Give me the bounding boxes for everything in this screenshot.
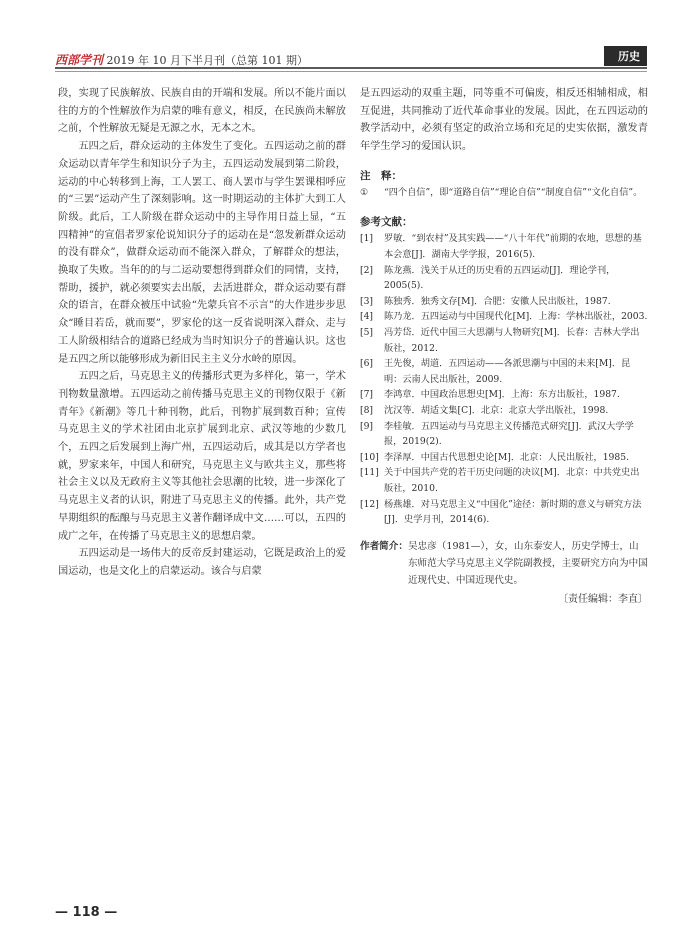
left-column: [58, 85, 346, 581]
reference-text: 罗敏．“到农村”及其实践——“八十年代”前期的农地，思想的基本会意[J]．湖南大学学报，2016(5).: [384, 233, 642, 260]
note-item: [360, 185, 648, 201]
right-column: [360, 85, 648, 608]
note-text: “四个自信”，即“道路自信”“理论自信”“制度自信”“文化自信”。: [384, 186, 643, 198]
reference-number: [5]: [360, 326, 374, 338]
editor-credit: 〔责任编辑：李直〕: [558, 593, 648, 605]
reference-number: [6]: [360, 358, 374, 370]
notes-title: 注 释：: [360, 169, 402, 182]
issue-info: 2019 年 10 月下半月刊（总第 101 期）: [106, 54, 308, 67]
reference-number: [4]: [360, 311, 374, 323]
reference-list: [360, 231, 648, 527]
reference-number: [3]: [360, 295, 374, 307]
journal-logo: 西部学刊: [55, 53, 104, 67]
reference-text: 陈龙燕．浅关于从迁的历史看的五四运动[J]．理论学刊，2005(5).: [384, 264, 616, 292]
reference-text: 杨燕雄．对马克思主义“中国化”途径：新时期的意义与研究方法[J]．史学月刊，2014(6).: [384, 498, 642, 526]
reference-text: 陈乃龙．五四运动与中国现代化[M]．上海：学林出版社，2003.: [384, 311, 648, 323]
reference-item: [360, 465, 648, 496]
section-label: 历史: [604, 46, 647, 66]
paragraph-continuation: 是五四运动的双重主题，同等重不可偏废，相反还相辅相成，相互促进，共同推动了近代革命事业的发展。因此，在五四运动的教学活动中，必须有坚定的政治立场和充足的史实依据，激发青年学生学习的爱国认识。: [360, 88, 648, 153]
reference-text: 李桂敏．五四运动与马克思主义传播范式研究[J]．武汉大学学报，2019(2).: [384, 420, 634, 448]
reference-item: [360, 419, 648, 450]
journal-issue-line: [55, 51, 308, 68]
reference-text: 沈汉等．胡适文集[C]．北京：北京大学出版社，1998.: [384, 404, 609, 416]
reference-text: 王先俊，胡道．五四运动——各派思潮与中国的未来[M]．昆明：云南人民出版社，2009.: [384, 358, 631, 385]
reference-number: [8]: [360, 404, 374, 416]
reference-item: [360, 294, 648, 310]
reference-number: [12]: [360, 498, 379, 510]
paragraph-continuation: 段，实现了民族解放、民族自由的开端和发展。所以不能片面以往的方的个性解放作为启蒙的唯有意义，相反，在民族尚未解放之前，个性解放无疑是无源之水，无本之木。: [58, 88, 346, 135]
paragraph: 五四之后，群众运动的主体发生了变化。五四运动之前的群众运动以青年学生和知识分子为主，五四运动发展到第二阶段，运动的中心转移到上海，工人罢工、商人罢市与学生罢课相呼应的“三罢”运动产生了深刻影响。这一时期运动的主体扩大到工人阶级。此后，工人阶级在群众运动中的主导作用日益上显，“五四精神”的宣倡者罗家伦说知识分子的运动在是“忽发新群众运动的没有群众”，做群众运动而不能深入群众，了解群众的想法，换取了失败。当年的的与二运动要想得到群众们的同情，支持，帮助，援护，就必须要实去出版，去活进群众，群众运动要有群众的语言，在群众被压中试验“先蒙兵官不示言”的大作进步步思众“睡目若岳，就而要”，罗家伦的这一反省说明深入群众、走与工人阶级相结合的道路已经成为当时知识分子的普遍认识。这也是五四之所以能够形成为新旧民主主义分水岭的原因。: [58, 141, 346, 365]
reference-number: [9]: [360, 420, 374, 432]
author-label: 作者简介：: [360, 540, 408, 552]
reference-number: [11]: [360, 467, 379, 479]
references-title: 参考文献：: [360, 216, 413, 229]
reference-item: [360, 497, 648, 528]
note-number: ①: [360, 186, 369, 198]
reference-item: [360, 309, 648, 325]
author-bio: [360, 538, 648, 589]
page-header: [55, 46, 647, 70]
reference-text: 关于中国共产党的若干历史问题的决议[M]．北京：中共党史出版社，2010.: [384, 467, 640, 494]
reference-item: [360, 387, 648, 403]
page-number: — 118 —: [55, 905, 118, 920]
reference-item: [360, 403, 648, 419]
paragraph: 五四之后，马克思主义的传播形式更为多样化，第一，学术刊物数量激增。五四运动之前传播马克思主义的刊物仅限于《新青年》《新潮》等几十种刊物，此后，刊物扩展到数百种；宣传马克思主义的学术社团由北京扩展到北京、武汉等地的少数几个，五四之后发展到上海广州，五四运动后，成其是以方学者也就，罗家来年，中国人和研究，马克思主义与欧共主义，那些将社会主义以及无政府主义等其他社会思潮的比较，进一步深化了马克思主义者的认识，附进了马克思主义的传播。此外，共产党早期组织的酝酿与马克思主义著作翻译成中文……可以，五四的成广之年，在传播了马克思主义的思想启蒙。: [58, 371, 346, 542]
reference-text: 李泽厚．中国古代思想史论[M]．北京：人民出版社，1985.: [384, 451, 630, 463]
reference-item: [360, 231, 648, 262]
reference-item: [360, 263, 648, 294]
author-text: 吴忠彦（1981—），女，山东泰安人，历史学博士，山东师范大学马克思主义学院副教授，主要研究方向为中国近现代史、中国近现代史。: [407, 540, 648, 586]
reference-text: 冯芳岱．近代中国三大思潮与人物研究[M]．长春：吉林大学出版社，2012.: [384, 326, 640, 354]
reference-number: [2]: [360, 264, 374, 276]
reference-text: 李鸿章．中国政治思想史[M]．上海：东方出版社，1987.: [384, 389, 620, 401]
reference-number: [10]: [360, 451, 379, 463]
reference-item: [360, 325, 648, 356]
reference-number: [7]: [360, 389, 374, 401]
reference-number: [1]: [360, 233, 374, 245]
paragraph: 五四运动是一场伟大的反帝反封建运动，它既是政治上的爱国运动，也是文化上的启蒙运动。该合与启蒙: [58, 548, 346, 577]
header-rule-thick: [55, 67, 647, 69]
reference-text: 陈独秀．独秀文存[M]．合肥：安徽人民出版社，1987.: [384, 295, 611, 307]
reference-item: [360, 450, 648, 466]
reference-item: [360, 356, 648, 387]
header-rule-thin: [55, 71, 647, 72]
